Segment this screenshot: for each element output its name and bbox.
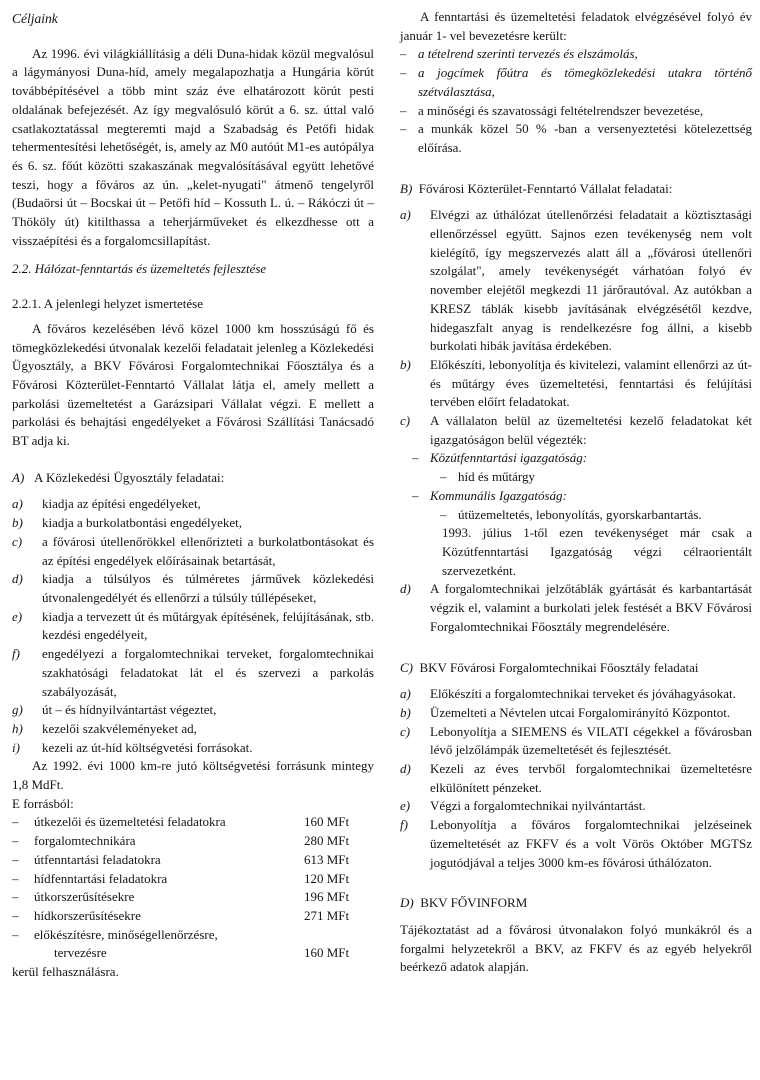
list-item: – híd és műtárgy [440,469,536,485]
list-item: a) Előkészíti a forgalomtechnikai terveket és jóváhagyásokat. [400,686,736,702]
list-item: d) Kezeli az éves tervből forgalomtechnikai üzemeltetésre elkülönített pénzeket. [400,761,752,795]
tasks-c-list [400,685,752,872]
list-item: – a munkák közel 50 % -ban a versenyeztetési kötelezettség előírása. [400,121,752,155]
list-item: a) Elvégzi az úthálózat útellenőrzési feladatait a köztisztasági ellenőrzéssel együtt. Sajnos ezen tevékenység nem volt kielégítő, így megszervezés alatt áll a „fővárosi útellenőri szolgálat", amely tevékenységét várhatóan folyó év november elejétől megkezdi 11 járőrautóval. Az autókban a KRESZ táblák kisebb javításának elvégzésétől kezdve, hidegaszfalt anyag is rendelkezésre fog állni, a kisebb burkolati hibák javítása érdekében. [400,207,752,354]
funds-table [12,813,374,963]
heading-2-2: 2.2. Hálózat-fenntartás és üzemeltetés fejlesztése [12,261,267,277]
list-item: – a minőségi és szavatossági feltételrendszer bevezetése, [400,102,704,118]
table-row: – hídfenntartási feladatokra 120 MFt [12,870,350,886]
section-c-title: BKV Fővárosi Forgalomtechnikai Főosztály feladatai [419,659,699,675]
section-b-heading [400,180,752,199]
list-item: b) Előkészíti, lebonyolítja és kivitelezi, valamint ellenőrzi az út- és műtárgy éves üzemeltetési, fenntartási és felújítási tervében előírt feladatokat. [400,356,752,410]
list-item: e) Végzi a forgalomtechnikai nyilvántartást. [400,798,646,814]
list-item: e) kiadja a tervezett út és műtárgyak építésének, felújításának, stb. kezdési engedélyeit, [12,608,374,643]
closing-text: kerül felhasználásra. [12,964,119,980]
table-row: – forgalomtechnikára 280 MFt [12,833,350,849]
c-continuation: 1993. július 1-től ezen tevékenységet már csak a Közútfenntartási Igazgatóság végzi célraorientált szervezetként. [442,525,752,578]
section-c-marker: C) [400,659,413,675]
c-sub1-list [412,449,752,468]
section-title: Céljaink [12,11,58,26]
section-b-title: Fővárosi Közterület-Fenntartó Vállalat feladatai: [418,180,673,196]
c-sub1-items [440,468,752,487]
list-item: c) a fővárosi útellenőrökkel ellenőrizteti a burkolatbontásokat és az építési engedélyek előírásainak betartását, [12,533,374,568]
section-b-marker: B) [400,180,413,196]
current-situation-paragraph: A főváros kezelésében lévő közel 1000 km hosszúságú fő és tömegközlekedési útvonalak kezelői feladatait jelenleg a Közlekedési Ügyosztály, a BKV Fővárosi Forgalomtechnikai Főosztálya és a Fővárosi Közterület-Fenntartó Vállalat látja el, amely mellett a parkolási üzemeltetést a Garázsipari Vállalat végzi. E mellett a parkolási és behajtási engedélyeket a Fővárosi Szállítási Tanácsadó BT adja ki. [12,320,374,449]
section-a-marker: A) [12,469,25,485]
list-item: d) kiadja a túlsúlyos és túlméretes járművek közlekedési útvonalengedélyét és ellenőrzi a túlsúly túllépéseket, [12,571,374,605]
section-d-paragraph: Tájékoztatást ad a fővárosi útvonalakon folyó munkákról és a forgalmi helyzetekről a BKV, az FKFV és az egyéb helyekről beérkező adatok alapján. [400,921,752,975]
section-a-title: A Közlekedési Ügyosztály feladatai: [34,469,225,485]
list-item: – Kommunális Igazgatóság: [412,487,567,503]
list-item: – a jogcímek főútra és tömegközlekedési utakra történő szétválasztása, [400,65,752,99]
heading-2-2-1: 2.2.1. A jelenlegi helyzet ismertetése [12,296,203,312]
budget-paragraph: Az 1992. évi 1000 km-re jutó költségvetési forrásunk mintegy 1,8 MdFt. [12,758,374,793]
list-item: f) engedélyezi a forgalomtechnikai terveket, forgalomtechnikai szakhatósági feladatokat lát el és szervezi a parkolás szabályozását, [12,646,374,699]
table-row: tervezésre 160 MFt [54,945,350,961]
list-item: d) A forgalomtechnikai jelzőtáblák gyártását és karbantartását végzik el, valamint a burkolati jelek festését a BKV Fővárosi Forgalomtechnikai Főosztály megrendelésére. [400,581,752,634]
table-row: – útfenntartási feladatokra 613 MFt [12,851,350,867]
table-row: – hídkorszerűsítésekre 271 MFt [12,907,350,923]
c-sub2-list [412,487,752,506]
list-item: c) Lebonyolítja a SIEMENS és VILATI cégekkel a fővárosban lévő jelzőlámpák üzemeltetését és fejlesztését. [400,723,752,758]
list-item: a) kiadja az építési engedélyeket, [12,496,201,512]
list-item: b) Üzemelteti a Névtelen utcai Forgalomirányító Központot. [400,704,731,720]
left-column [12,0,374,982]
list-item: – útüzemeltetés, lebonyolítás, gyorskarbantartás. [440,506,702,522]
c-sub2-items [440,506,752,525]
intro-paragraph: Az 1996. évi világkiállításig a déli Duna-hidak közül megvalósul a lágymányosi Duna-híd, amely megalapozhatja a Hungária körút továbbépítésével a több mint száz éve elhatározott körút pesti oldalának befejezését. Az így megvalósuló körút a 6. sz. úttal való csatlakoztatással megteremti majd a Szabadság és Petőfi hidak tehermentesítési lehetőségét, is, amely az M0 autóút M1-es autópálya és 6. sz. főút közötti szakaszának megvalósításával együtt lehetővé teszi, hogy a főváros az ún. „kelet-nyugati" átmenő tengelyről (Budaörsi út – Bocskai út – Petőfi híd – Kossuth L. ú. – Rákóczi út – Thököly út) kitilthassa a teherjárműveket és elkezdhesse ott a visszaépítési és a forgalomcsillapítást. [12,45,374,248]
list-item: b) kiadja a burkolatbontási engedélyeket, [12,515,242,531]
source-label: E forrásból: [12,795,74,811]
list-item: – a tételrend szerinti tervezés és elszámolás, [400,46,638,62]
list-item: i) kezeli az út-híd költségvetési forrásokat. [12,739,253,755]
list-item: g) út – és hídnyilvántartást végeztet, [12,702,217,718]
tasks-a-list [12,495,374,757]
section-c-heading [400,659,752,678]
section-d-heading [400,894,752,913]
table-row: – előkészítésre, minőségellenőrzésre, [12,926,218,942]
right-intro: A fenntartási és üzemeltetési feladatok elvégzésével folyó év január 1- vel bevezetésre került: [400,9,752,43]
table-row: – útkezelői és üzemeltetési feladatokra 160 MFt [12,814,350,830]
intro-items-list [400,45,752,157]
section-d-marker: D) [400,895,414,911]
task-b-d [400,580,752,636]
list-item: f) Lebonyolítja a főváros forgalomtechnikai jelzéseinek üzemeltetését az FKFV és a volt Vörös Október MGTSz jogutódjával a teljes 3000 km-es fővárosi úthálózaton. [400,817,752,870]
table-row: – útkorszerűsítésekre 196 MFt [12,889,350,905]
list-item: – Közútfenntartási igazgatóság: [412,450,588,466]
list-item: h) kezelői szakvéleményeket ad, [12,720,197,736]
tasks-b-list [400,206,752,449]
section-a-heading [12,469,374,488]
list-item: c) A vállalaton belül az üzemeltetési kezelő feladatokat két igazgatóságon belül végezték: [400,413,752,447]
section-d-title: BKV FŐVINFORM [420,895,528,911]
right-column [400,0,752,977]
